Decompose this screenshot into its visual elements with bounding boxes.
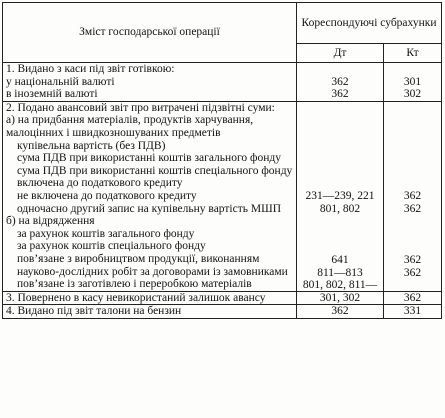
- table-row: [3, 305, 442, 319]
- table-row: [3, 101, 442, 291]
- accounting-entries-table: [2, 2, 442, 319]
- table-row: [3, 63, 442, 102]
- debit-cell: 231—239, 221 801, 802 641 811—813 801, 802, 811—: [297, 101, 384, 291]
- operation-cell: 3. Повернено в касу невикористаний залишок авансу: [3, 291, 297, 305]
- header-debit: Дт: [297, 44, 384, 63]
- credit-cell: 362 362 362 362: [384, 101, 442, 291]
- debit-cell: 301, 302: [297, 291, 384, 305]
- debit-cell: 362 362: [297, 63, 384, 102]
- table-row: [3, 291, 442, 305]
- operation-cell: 2. Подано авансовий звіт про витрачені підзвітні суми: а) на придбання матеріалів, продуктів харчування, малоцінних і швидкозношуваних предметів купівельна вартість (без ПДВ) сума ПДВ при використанні коштів загального фонду сума ПДВ при використанні коштів спеціального фонду включена до податкового кредиту не включена до податкового кредиту одночасно другий запис на купівельну вартість МШП б) на відрядження за рахунок коштів загального фонду за рахунок коштів спеціального фонду пов’язане з виробництвом продукції, виконанням науково-дослідних робіт за договорами із замовниками пов’язане із заготівлею і переробкою матеріалів: [3, 101, 297, 291]
- credit-cell: 362: [384, 291, 442, 305]
- credit-cell: 301 302: [384, 63, 442, 102]
- header-accounts: Кореспондуючі субрахунки: [297, 3, 442, 44]
- header-operation: Зміст господарської операції: [3, 3, 297, 63]
- credit-cell: 331: [384, 305, 442, 319]
- operation-cell: 1. Видано з каси під звіт готівкою: у національній валюті в іноземній валюті: [3, 63, 297, 102]
- header-credit: Кт: [384, 44, 442, 63]
- table-body: [3, 63, 442, 319]
- debit-cell: 362: [297, 305, 384, 319]
- operation-cell: 4. Видано під звіт талони на бензин: [3, 305, 297, 319]
